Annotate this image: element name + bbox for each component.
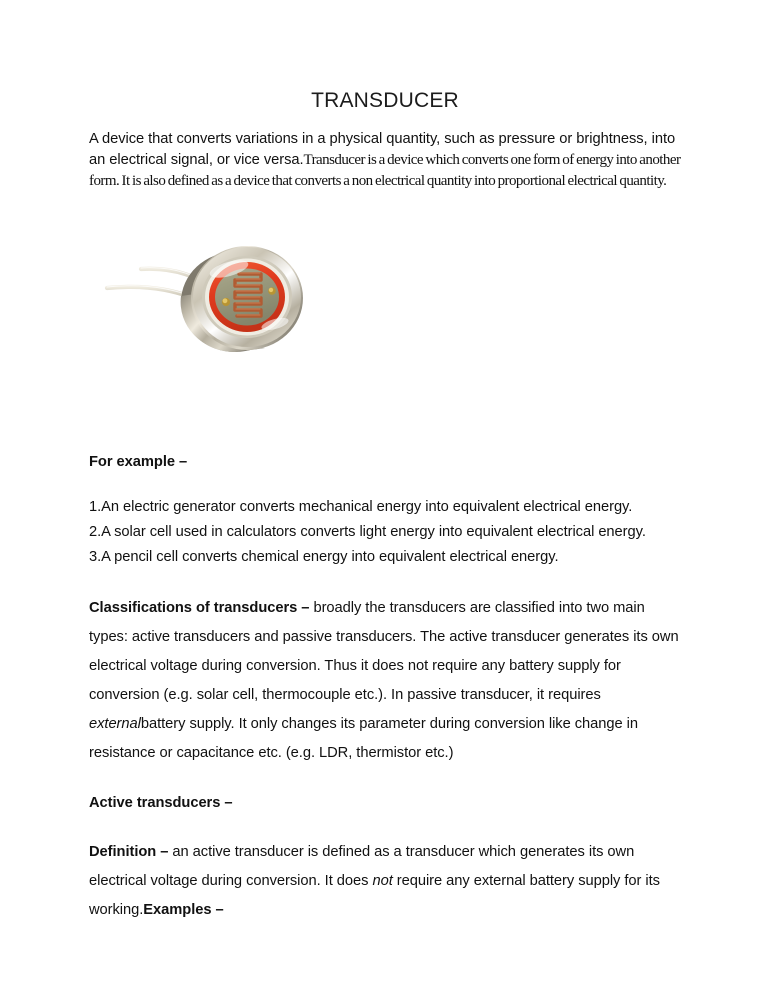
figure-ldr <box>89 192 681 386</box>
intro-serif-text: Transducer is a device which converts one form of energy into another form. It is also defined as a device that converts a non electrical quantity into proportional electrical quantity. <box>89 152 681 190</box>
definition-emphasis: not <box>372 873 393 890</box>
ldr-photo-image <box>89 236 349 358</box>
definition-text-b: require any external battery supply for its working. <box>89 873 660 919</box>
classifications-text-b: battery supply. It only changes its parameter during conversion like change in resistance or capacitance etc. (e.g. LDR, thermistor etc.) <box>89 716 638 762</box>
examples-label: Examples – <box>143 902 224 919</box>
definition-text-a: an active transducer is defined as a transducer which generates its own electrical voltage during conversion. It does <box>89 844 635 890</box>
page-title: TRANSDUCER <box>311 89 459 112</box>
classifications-emphasis: external <box>89 716 141 733</box>
classifications-text-a: broadly the transducers are classified into two main types: active transducers and passive transducers. The active transducer generates its own electrical voltage during conversion. Thus it does not require any battery supply for conversion (e.g. solar cell, thermocouple etc.). In passive transducer, it requires <box>89 600 679 704</box>
section-heading-for-example <box>89 386 681 473</box>
list-item: 2.A solar cell used in calculators converts light energy into equivalent electrical energy. <box>89 524 646 541</box>
active-transducers-label: Active transducers – <box>89 795 233 812</box>
list-item: 1.An electric generator converts mechanical energy into equivalent electrical energy. <box>89 499 633 516</box>
classifications-lead-label: Classifications of transducers – <box>89 600 310 617</box>
intro-paragraph <box>89 113 681 192</box>
for-example-label: For example – <box>89 454 188 471</box>
example-list <box>89 473 681 570</box>
section-heading-active-transducers <box>89 768 681 814</box>
definition-paragraph <box>89 814 681 925</box>
intro-sans-text: A device that converts variations in a physical quantity, such as pressure or brightness, into an electrical signal, or vice versa. <box>89 131 676 169</box>
definition-lead-label: Definition – <box>89 844 169 861</box>
list-item: 3.A pencil cell converts chemical energy into equivalent electrical energy. <box>89 549 559 566</box>
document-content <box>89 0 681 925</box>
classifications-paragraph <box>89 570 681 768</box>
